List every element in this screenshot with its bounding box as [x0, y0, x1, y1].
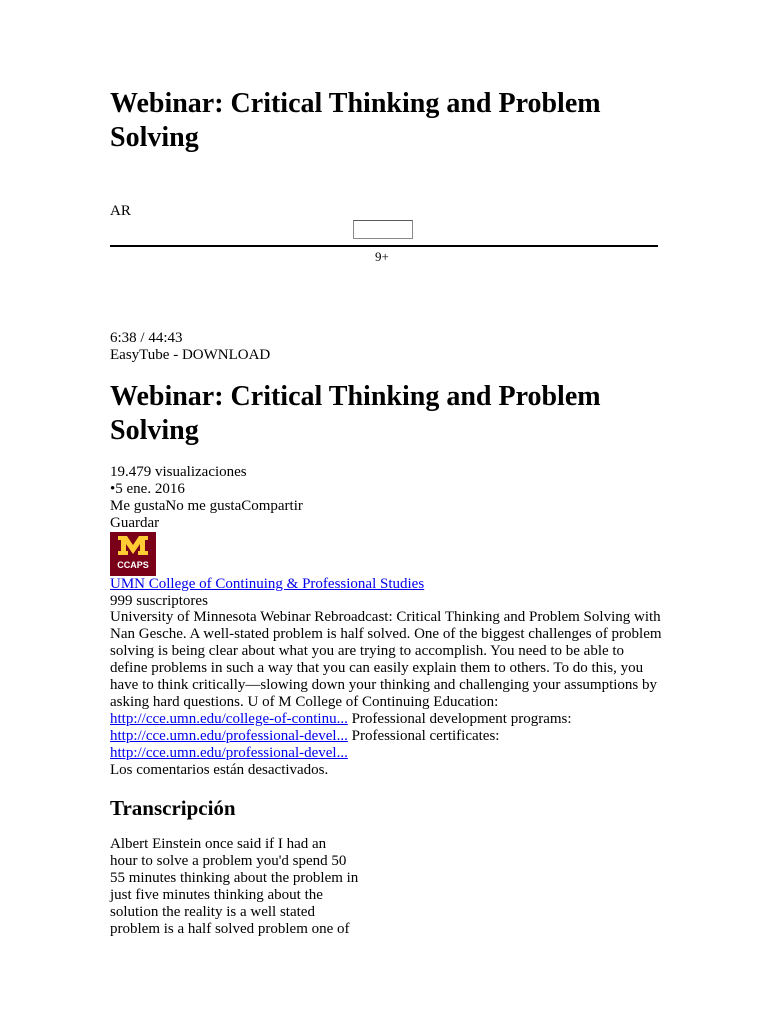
transcript-line: problem is a half solved problem one of — [110, 921, 350, 937]
ccaps-logo[interactable] — [110, 532, 156, 576]
easytube-download-link[interactable]: EasyTube - DOWNLOAD — [110, 347, 271, 363]
description-label-programs: Professional development programs: — [347, 711, 572, 727]
page-title-top: Webinar: Critical Thinking and Problem Solving — [110, 88, 601, 153]
description-link-certificates[interactable]: http://cce.umn.edu/professional-devel... — [110, 745, 348, 761]
transcript-line: 55 minutes thinking about the problem in — [110, 870, 359, 886]
transcript-line: Albert Einstein once said if I had an — [110, 836, 327, 852]
video-title: Webinar: Critical Thinking and Problem Solving — [110, 381, 601, 446]
search-input[interactable] — [353, 220, 413, 239]
transcript-line: just five minutes thinking about the — [110, 887, 323, 903]
umn-block-m-icon — [110, 532, 156, 576]
video-time: 6:38 / 44:43 — [110, 330, 183, 346]
subscriber-count: 999 suscriptores — [110, 593, 208, 609]
ar-label: AR — [110, 203, 131, 219]
description-text: University of Minnesota Webinar Rebroadcast: Critical Thinking and Problem Solving with Nan Gesche. A well-stated problem is half solved. One of the biggest challenges of problem solving is being clear about what you are trying to accomplish. You need to be able to define problems in such a way that you can easily explain them to others. To do this, you have to think critically—slowing down your thinking and challenging your assumptions by asking hard questions. U of M College of Continuing Education: — [110, 609, 662, 710]
transcript-line: solution the reality is a well stated — [110, 904, 315, 920]
like-dislike-share-actions[interactable]: Me gustaNo me gustaCompartir — [110, 498, 303, 514]
channel-name-link[interactable] — [110, 576, 424, 593]
transcript-text — [110, 836, 380, 938]
logo-text: CCAPS — [117, 560, 149, 570]
view-count: 19.479 visualizaciones — [110, 464, 247, 480]
channel-name[interactable]: UMN College of Continuing & Professional Studies — [110, 576, 425, 592]
transcript-heading: Transcripción — [110, 796, 236, 820]
video-meta — [110, 464, 660, 532]
comments-disabled-notice: Los comentarios están desactivados. — [110, 762, 329, 778]
save-button[interactable]: Guardar — [110, 515, 160, 531]
description-label-certificates: Professional certificates: — [347, 728, 500, 744]
divider — [110, 245, 658, 247]
description-link-college[interactable]: http://cce.umn.edu/college-of-continu... — [110, 711, 348, 727]
notification-badge[interactable]: 9+ — [375, 249, 389, 264]
transcript-line: hour to solve a problem you'd spend 50 — [110, 853, 347, 869]
video-description — [110, 609, 662, 762]
description-link-programs[interactable]: http://cce.umn.edu/professional-devel... — [110, 728, 348, 744]
publish-date: •5 ene. 2016 — [110, 481, 185, 497]
